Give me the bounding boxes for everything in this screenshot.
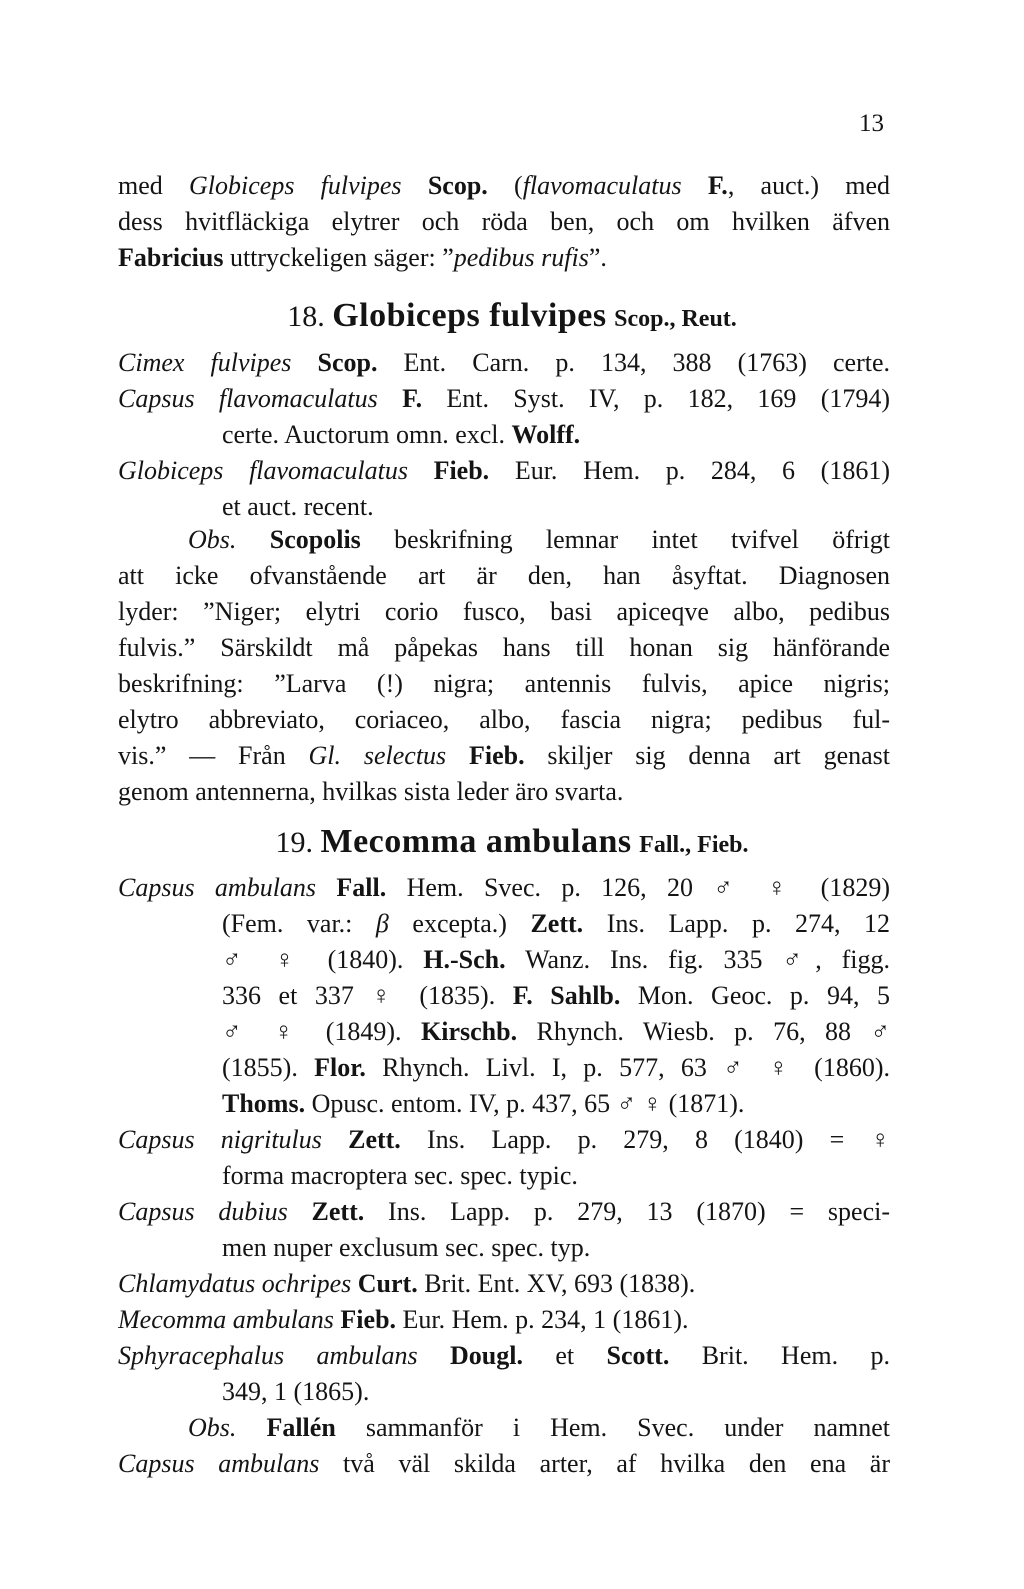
text-line: (1855). Flor. Rhynch. Livl. I, p. 577, 63 ♂ ♀ (1860). (222, 1053, 890, 1082)
text-line: med Globiceps fulvipes Scop. (flavomaculatus F., auct.) med (118, 171, 890, 200)
text-line: beskrifning: ”Larva (!) nigra; antennis fulvis, apice nigris; (118, 669, 890, 698)
text-line: men nuper exclusum sec. spec. typ. (222, 1233, 591, 1262)
text-line: vis.” — Från Gl. selectus Fieb. skiljer sig denna art genast (118, 741, 890, 770)
text-line: Obs. Fallén sammanför i Hem. Svec. under namnet (188, 1413, 890, 1442)
text-line: Capsus nigritulus Zett. Ins. Lapp. p. 279, 8 (1840) = ♀ (118, 1125, 890, 1154)
page-number: 13 (859, 110, 884, 137)
text-line: lyder: ”Niger; elytri corio fusco, basi apiceqve albo, pedibus (118, 597, 890, 626)
text-line: ♂ ♀ (1849). Kirschb. Rhynch. Wiesb. p. 76, 88 ♂ (222, 1017, 890, 1046)
heading-authority: Fall., Fieb. (639, 832, 749, 858)
text-line: Capsus ambulans två väl skilda arter, af hvilka den ena är (118, 1449, 890, 1478)
text-line: Capsus dubius Zett. Ins. Lapp. p. 279, 13 (1870) = speci- (118, 1197, 890, 1226)
species-heading-19 (0, 822, 1024, 865)
heading-species-name: Mecomma ambulans (320, 823, 632, 860)
text-line: Globiceps flavomaculatus Fieb. Eur. Hem. p. 284, 6 (1861) (118, 456, 890, 485)
heading-species-name: Globiceps fulvipes (332, 297, 607, 334)
text-line: Chlamydatus ochripes Curt. Brit. Ent. XV, 693 (1838). (118, 1269, 696, 1298)
text-line: Mecomma ambulans Fieb. Eur. Hem. p. 234, 1 (1861). (118, 1305, 689, 1334)
heading-number: 18. (287, 300, 325, 333)
text-line: ♂ ♀ (1840). H.-Sch. Wanz. Ins. fig. 335 ♂, figg. (222, 945, 890, 974)
text-line: Fabricius uttryckeligen säger: ”pedibus rufis”. (118, 243, 607, 272)
text-line: att icke ofvanstående art är den, han åsyftat. Diagnosen (118, 561, 890, 590)
text-line: Thoms. Opusc. entom. IV, p. 437, 65 ♂ ♀ (1871). (222, 1089, 745, 1118)
text-line: Sphyracephalus ambulans Dougl. et Scott. Brit. Hem. p. (118, 1341, 890, 1370)
text-line: elytro abbreviato, coriaceo, albo, fascia nigra; pedibus ful- (118, 705, 890, 734)
text-line: et auct. recent. (222, 492, 374, 521)
text-line: Obs. Scopolis beskrifning lemnar intet tvifvel öfrigt (188, 525, 890, 554)
text-line: 336 et 337 ♀ (1835). F. Sahlb. Mon. Geoc. p. 94, 5 (222, 981, 890, 1010)
text-line: certe. Auctorum omn. excl. Wolff. (222, 420, 581, 449)
heading-authority: Scop., Reut. (614, 306, 737, 332)
text-line: Cimex fulvipes Scop. Ent. Carn. p. 134, 388 (1763) certe. (118, 348, 890, 377)
text-line: fulvis.” Särskildt må påpekas hans till honan sig hänförande (118, 633, 890, 662)
text-line: forma macroptera sec. spec. typic. (222, 1161, 578, 1190)
text-line: 349, 1 (1865). (222, 1377, 370, 1406)
heading-number: 19. (275, 826, 313, 859)
text-line: (Fem. var.: β excepta.) Zett. Ins. Lapp. p. 274, 12 (222, 909, 890, 938)
text-line: Capsus flavomaculatus F. Ent. Syst. IV, p. 182, 169 (1794) (118, 384, 890, 413)
text-line: dess hvitfläckiga elytrer och röda ben, och om hvilken äfven (118, 207, 890, 236)
text-line: genom antennerna, hvilkas sista leder äro svarta. (118, 777, 624, 806)
species-heading-18 (0, 296, 1024, 339)
text-line: Capsus ambulans Fall. Hem. Svec. p. 126, 20 ♂ ♀ (1829) (118, 873, 890, 902)
